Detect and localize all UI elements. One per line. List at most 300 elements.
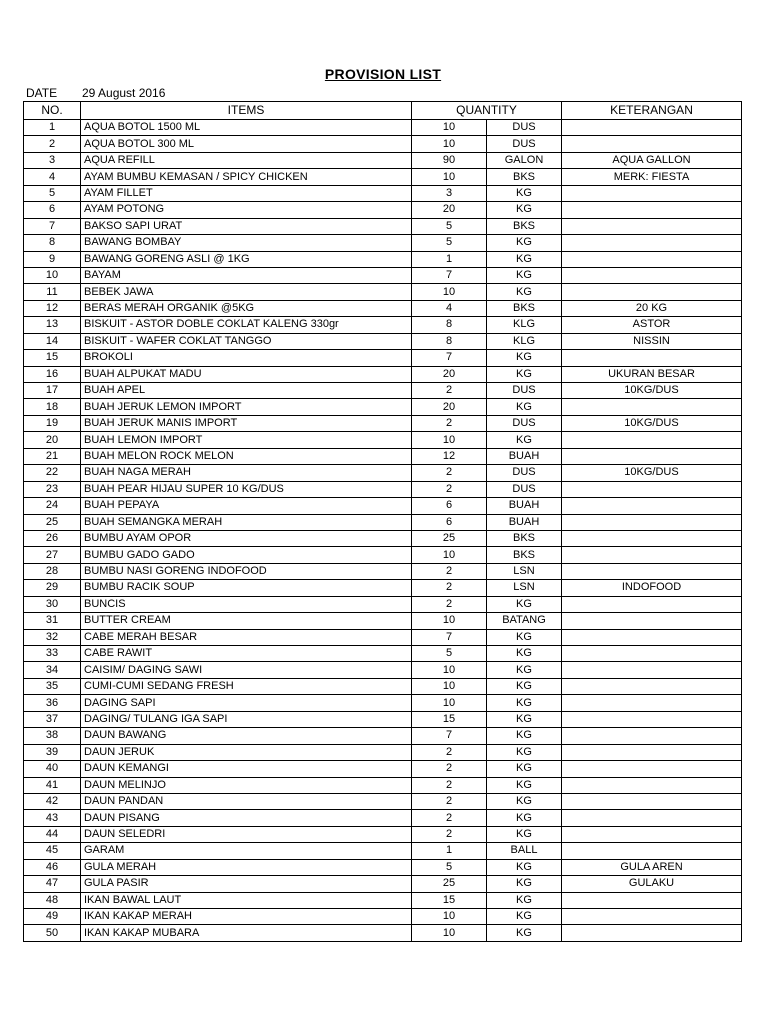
row-keterangan: [562, 793, 742, 809]
row-item: GULA MERAH: [81, 859, 412, 875]
row-unit: KG: [487, 909, 562, 925]
row-keterangan: [562, 202, 742, 218]
row-keterangan: [562, 218, 742, 234]
row-item: BUMBU NASI GORENG INDOFOOD: [81, 563, 412, 579]
row-item: BUMBU RACIK SOUP: [81, 580, 412, 596]
row-keterangan: [562, 662, 742, 678]
row-number: 45: [24, 843, 81, 859]
row-number: 3: [24, 152, 81, 168]
row-quantity: 10: [412, 120, 487, 136]
row-number: 36: [24, 695, 81, 711]
row-number: 14: [24, 333, 81, 349]
header-items: ITEMS: [81, 102, 412, 120]
row-keterangan: [562, 678, 742, 694]
row-number: 12: [24, 300, 81, 316]
row-keterangan: 10KG/DUS: [562, 465, 742, 481]
row-unit: DUS: [487, 481, 562, 497]
row-item: BISKUIT - ASTOR DOBLE COKLAT KALENG 330gr: [81, 317, 412, 333]
table-row: [24, 596, 742, 612]
row-item: DAUN JERUK: [81, 744, 412, 760]
row-unit: KG: [487, 678, 562, 694]
document-title: PROVISION LIST: [324, 66, 442, 82]
row-keterangan: [562, 432, 742, 448]
row-item: AYAM BUMBU KEMASAN / SPICY CHICKEN: [81, 169, 412, 185]
header-no: NO.: [24, 102, 81, 120]
table-row: [24, 399, 742, 415]
row-unit: KG: [487, 892, 562, 908]
row-keterangan: 10KG/DUS: [562, 383, 742, 399]
row-item: BERAS MERAH ORGANIK @5KG: [81, 300, 412, 316]
row-keterangan: [562, 744, 742, 760]
row-quantity: 2: [412, 810, 487, 826]
table-row: [24, 744, 742, 760]
row-unit: KG: [487, 761, 562, 777]
table-row: [24, 300, 742, 316]
row-keterangan: INDOFOOD: [562, 580, 742, 596]
row-quantity: 7: [412, 629, 487, 645]
row-quantity: 2: [412, 826, 487, 842]
row-item: BEBEK JAWA: [81, 284, 412, 300]
table-row: [24, 218, 742, 234]
row-number: 7: [24, 218, 81, 234]
row-quantity: 4: [412, 300, 487, 316]
row-quantity: 5: [412, 218, 487, 234]
table-row: [24, 826, 742, 842]
row-quantity: 2: [412, 761, 487, 777]
row-unit: KLG: [487, 317, 562, 333]
row-unit: DUS: [487, 136, 562, 152]
row-keterangan: [562, 613, 742, 629]
row-quantity: 20: [412, 202, 487, 218]
row-number: 19: [24, 415, 81, 431]
row-keterangan: 20 KG: [562, 300, 742, 316]
table-header-row: [24, 102, 742, 120]
row-quantity: 2: [412, 383, 487, 399]
row-item: BUAH JERUK MANIS IMPORT: [81, 415, 412, 431]
row-unit: KG: [487, 596, 562, 612]
row-keterangan: [562, 267, 742, 283]
row-number: 27: [24, 547, 81, 563]
table-row: [24, 859, 742, 875]
table-row: [24, 185, 742, 201]
row-unit: BKS: [487, 169, 562, 185]
row-quantity: 10: [412, 909, 487, 925]
table-row: [24, 793, 742, 809]
row-item: BAWANG GORENG ASLI @ 1KG: [81, 251, 412, 267]
row-quantity: 6: [412, 498, 487, 514]
row-number: 34: [24, 662, 81, 678]
row-unit: DUS: [487, 120, 562, 136]
row-item: AQUA BOTOL 300 ML: [81, 136, 412, 152]
table-row: [24, 152, 742, 168]
row-unit: KG: [487, 399, 562, 415]
row-keterangan: [562, 711, 742, 727]
row-keterangan: [562, 777, 742, 793]
row-unit: DUS: [487, 465, 562, 481]
row-item: DAUN SELEDRI: [81, 826, 412, 842]
row-number: 21: [24, 448, 81, 464]
row-keterangan: [562, 909, 742, 925]
table-row: [24, 498, 742, 514]
table-row: [24, 678, 742, 694]
table-row: [24, 481, 742, 497]
row-number: 16: [24, 366, 81, 382]
row-quantity: 2: [412, 596, 487, 612]
row-unit: KG: [487, 350, 562, 366]
table-row: [24, 235, 742, 251]
row-item: DAGING/ TULANG IGA SAPI: [81, 711, 412, 727]
row-number: 43: [24, 810, 81, 826]
row-number: 44: [24, 826, 81, 842]
row-number: 17: [24, 383, 81, 399]
table-row: [24, 350, 742, 366]
row-quantity: 2: [412, 580, 487, 596]
table-row: [24, 415, 742, 431]
date-row: [26, 86, 165, 100]
row-number: 46: [24, 859, 81, 875]
row-item: DAUN KEMANGI: [81, 761, 412, 777]
row-quantity: 25: [412, 530, 487, 546]
row-item: BAWANG BOMBAY: [81, 235, 412, 251]
table-row: [24, 909, 742, 925]
row-unit: KG: [487, 202, 562, 218]
row-number: 39: [24, 744, 81, 760]
row-unit: KG: [487, 251, 562, 267]
row-item: BAKSO SAPI URAT: [81, 218, 412, 234]
row-keterangan: [562, 810, 742, 826]
table-row: [24, 136, 742, 152]
table-row: [24, 432, 742, 448]
row-quantity: 1: [412, 251, 487, 267]
row-unit: BUAH: [487, 448, 562, 464]
row-quantity: 10: [412, 925, 487, 941]
row-quantity: 5: [412, 646, 487, 662]
table-row: [24, 448, 742, 464]
row-unit: LSN: [487, 580, 562, 596]
row-item: AQUA BOTOL 1500 ML: [81, 120, 412, 136]
row-quantity: 6: [412, 514, 487, 530]
row-unit: KG: [487, 267, 562, 283]
row-unit: BALL: [487, 843, 562, 859]
row-number: 33: [24, 646, 81, 662]
row-unit: BKS: [487, 218, 562, 234]
row-quantity: 7: [412, 350, 487, 366]
row-keterangan: 10KG/DUS: [562, 415, 742, 431]
table-row: [24, 514, 742, 530]
row-number: 8: [24, 235, 81, 251]
row-keterangan: [562, 629, 742, 645]
row-item: BUAH APEL: [81, 383, 412, 399]
table-row: [24, 876, 742, 892]
table-row: [24, 366, 742, 382]
table-row: [24, 580, 742, 596]
table-row: [24, 662, 742, 678]
row-keterangan: [562, 892, 742, 908]
row-number: 50: [24, 925, 81, 941]
row-quantity: 5: [412, 859, 487, 875]
table-row: [24, 843, 742, 859]
row-keterangan: [562, 185, 742, 201]
row-unit: BATANG: [487, 613, 562, 629]
row-keterangan: MERK: FIESTA: [562, 169, 742, 185]
row-keterangan: [562, 563, 742, 579]
row-item: BUAH PEAR HIJAU SUPER 10 KG/DUS: [81, 481, 412, 497]
row-unit: KG: [487, 629, 562, 645]
row-unit: DUS: [487, 383, 562, 399]
table-row: [24, 169, 742, 185]
table-row: [24, 613, 742, 629]
row-quantity: 1: [412, 843, 487, 859]
row-unit: KG: [487, 711, 562, 727]
row-number: 30: [24, 596, 81, 612]
row-item: DAUN BAWANG: [81, 728, 412, 744]
row-keterangan: [562, 481, 742, 497]
row-item: IKAN KAKAP MUBARA: [81, 925, 412, 941]
row-keterangan: [562, 498, 742, 514]
row-quantity: 25: [412, 876, 487, 892]
row-item: BUMBU AYAM OPOR: [81, 530, 412, 546]
row-number: 49: [24, 909, 81, 925]
row-item: BUNCIS: [81, 596, 412, 612]
row-unit: KLG: [487, 333, 562, 349]
row-number: 6: [24, 202, 81, 218]
row-item: AYAM POTONG: [81, 202, 412, 218]
row-unit: DUS: [487, 415, 562, 431]
row-item: BUAH JERUK LEMON IMPORT: [81, 399, 412, 415]
row-keterangan: UKURAN BESAR: [562, 366, 742, 382]
row-keterangan: [562, 695, 742, 711]
row-item: IKAN BAWAL LAUT: [81, 892, 412, 908]
row-keterangan: [562, 761, 742, 777]
table-row: [24, 333, 742, 349]
row-item: CABE RAWIT: [81, 646, 412, 662]
row-unit: KG: [487, 432, 562, 448]
row-item: AYAM FILLET: [81, 185, 412, 201]
row-number: 4: [24, 169, 81, 185]
table-row: [24, 284, 742, 300]
row-keterangan: [562, 925, 742, 941]
row-unit: BKS: [487, 530, 562, 546]
row-keterangan: [562, 251, 742, 267]
row-number: 40: [24, 761, 81, 777]
row-quantity: 10: [412, 169, 487, 185]
row-quantity: 10: [412, 432, 487, 448]
row-unit: BKS: [487, 547, 562, 563]
row-number: 41: [24, 777, 81, 793]
provision-table: [23, 101, 742, 942]
row-quantity: 12: [412, 448, 487, 464]
row-quantity: 10: [412, 695, 487, 711]
table-row: [24, 465, 742, 481]
row-item: GARAM: [81, 843, 412, 859]
row-number: 32: [24, 629, 81, 645]
row-number: 29: [24, 580, 81, 596]
row-unit: KG: [487, 777, 562, 793]
row-item: BUTTER CREAM: [81, 613, 412, 629]
table-body: [24, 120, 742, 942]
row-item: CAISIM/ DAGING SAWI: [81, 662, 412, 678]
row-keterangan: GULAKU: [562, 876, 742, 892]
row-quantity: 7: [412, 267, 487, 283]
row-number: 42: [24, 793, 81, 809]
row-number: 47: [24, 876, 81, 892]
table-row: [24, 761, 742, 777]
row-unit: KG: [487, 235, 562, 251]
row-unit: BKS: [487, 300, 562, 316]
table-row: [24, 267, 742, 283]
table-row: [24, 695, 742, 711]
date-value: 29 August 2016: [82, 86, 166, 100]
row-item: BUMBU GADO GADO: [81, 547, 412, 563]
row-keterangan: [562, 284, 742, 300]
row-number: 9: [24, 251, 81, 267]
row-keterangan: [562, 514, 742, 530]
row-unit: KG: [487, 826, 562, 842]
row-unit: KG: [487, 366, 562, 382]
row-unit: KG: [487, 744, 562, 760]
table-row: [24, 892, 742, 908]
row-keterangan: [562, 399, 742, 415]
table-row: [24, 810, 742, 826]
header-quantity: QUANTITY: [412, 102, 562, 120]
row-unit: KG: [487, 695, 562, 711]
row-unit: BUAH: [487, 498, 562, 514]
row-unit: KG: [487, 810, 562, 826]
row-unit: KG: [487, 793, 562, 809]
row-item: BUAH PEPAYA: [81, 498, 412, 514]
row-keterangan: NISSIN: [562, 333, 742, 349]
row-item: BUAH SEMANGKA MERAH: [81, 514, 412, 530]
row-keterangan: [562, 530, 742, 546]
table-row: [24, 711, 742, 727]
row-number: 48: [24, 892, 81, 908]
row-quantity: 2: [412, 465, 487, 481]
row-number: 10: [24, 267, 81, 283]
row-quantity: 2: [412, 415, 487, 431]
row-quantity: 10: [412, 547, 487, 563]
row-quantity: 2: [412, 777, 487, 793]
row-keterangan: [562, 728, 742, 744]
row-unit: KG: [487, 925, 562, 941]
row-number: 31: [24, 613, 81, 629]
row-unit: KG: [487, 646, 562, 662]
row-item: CABE MERAH BESAR: [81, 629, 412, 645]
row-quantity: 90: [412, 152, 487, 168]
row-number: 26: [24, 530, 81, 546]
row-unit: GALON: [487, 152, 562, 168]
row-quantity: 2: [412, 481, 487, 497]
row-unit: KG: [487, 185, 562, 201]
row-keterangan: GULA AREN: [562, 859, 742, 875]
row-number: 18: [24, 399, 81, 415]
row-number: 1: [24, 120, 81, 136]
table-row: [24, 317, 742, 333]
date-label: DATE: [26, 86, 58, 100]
row-quantity: 10: [412, 678, 487, 694]
row-number: 5: [24, 185, 81, 201]
table-row: [24, 120, 742, 136]
row-number: 37: [24, 711, 81, 727]
row-number: 38: [24, 728, 81, 744]
row-number: 23: [24, 481, 81, 497]
row-number: 15: [24, 350, 81, 366]
row-keterangan: [562, 350, 742, 366]
row-item: BUAH ALPUKAT MADU: [81, 366, 412, 382]
row-unit: KG: [487, 284, 562, 300]
row-quantity: 20: [412, 366, 487, 382]
row-quantity: 10: [412, 284, 487, 300]
row-keterangan: [562, 843, 742, 859]
row-quantity: 3: [412, 185, 487, 201]
row-number: 22: [24, 465, 81, 481]
row-unit: BUAH: [487, 514, 562, 530]
row-number: 20: [24, 432, 81, 448]
row-quantity: 5: [412, 235, 487, 251]
row-keterangan: [562, 235, 742, 251]
row-unit: LSN: [487, 563, 562, 579]
row-number: 25: [24, 514, 81, 530]
table-row: [24, 777, 742, 793]
table-row: [24, 646, 742, 662]
row-item: GULA PASIR: [81, 876, 412, 892]
row-quantity: 15: [412, 711, 487, 727]
row-keterangan: [562, 136, 742, 152]
row-number: 24: [24, 498, 81, 514]
row-keterangan: [562, 547, 742, 563]
row-keterangan: [562, 448, 742, 464]
table-row: [24, 563, 742, 579]
row-quantity: 10: [412, 613, 487, 629]
table-row: [24, 547, 742, 563]
row-item: AQUA REFILL: [81, 152, 412, 168]
table-row: [24, 202, 742, 218]
table-row: [24, 728, 742, 744]
row-keterangan: AQUA GALLON: [562, 152, 742, 168]
row-item: BAYAM: [81, 267, 412, 283]
row-quantity: 7: [412, 728, 487, 744]
row-item: DAUN MELINJO: [81, 777, 412, 793]
row-number: 28: [24, 563, 81, 579]
row-quantity: 8: [412, 333, 487, 349]
row-quantity: 2: [412, 793, 487, 809]
row-unit: KG: [487, 728, 562, 744]
row-quantity: 10: [412, 662, 487, 678]
row-unit: KG: [487, 876, 562, 892]
row-quantity: 2: [412, 563, 487, 579]
row-item: DAUN PANDAN: [81, 793, 412, 809]
row-keterangan: [562, 120, 742, 136]
row-quantity: 15: [412, 892, 487, 908]
row-number: 2: [24, 136, 81, 152]
row-quantity: 10: [412, 136, 487, 152]
row-number: 13: [24, 317, 81, 333]
row-item: BISKUIT - WAFER COKLAT TANGGO: [81, 333, 412, 349]
row-item: BUAH NAGA MERAH: [81, 465, 412, 481]
table-row: [24, 925, 742, 941]
row-quantity: 20: [412, 399, 487, 415]
header-keterangan: KETERANGAN: [562, 102, 742, 120]
table-row: [24, 251, 742, 267]
row-keterangan: ASTOR: [562, 317, 742, 333]
row-item: DAUN PISANG: [81, 810, 412, 826]
row-item: DAGING SAPI: [81, 695, 412, 711]
row-item: IKAN KAKAP MERAH: [81, 909, 412, 925]
row-quantity: 2: [412, 744, 487, 760]
row-item: CUMI-CUMI SEDANG FRESH: [81, 678, 412, 694]
row-number: 11: [24, 284, 81, 300]
row-keterangan: [562, 646, 742, 662]
row-quantity: 8: [412, 317, 487, 333]
